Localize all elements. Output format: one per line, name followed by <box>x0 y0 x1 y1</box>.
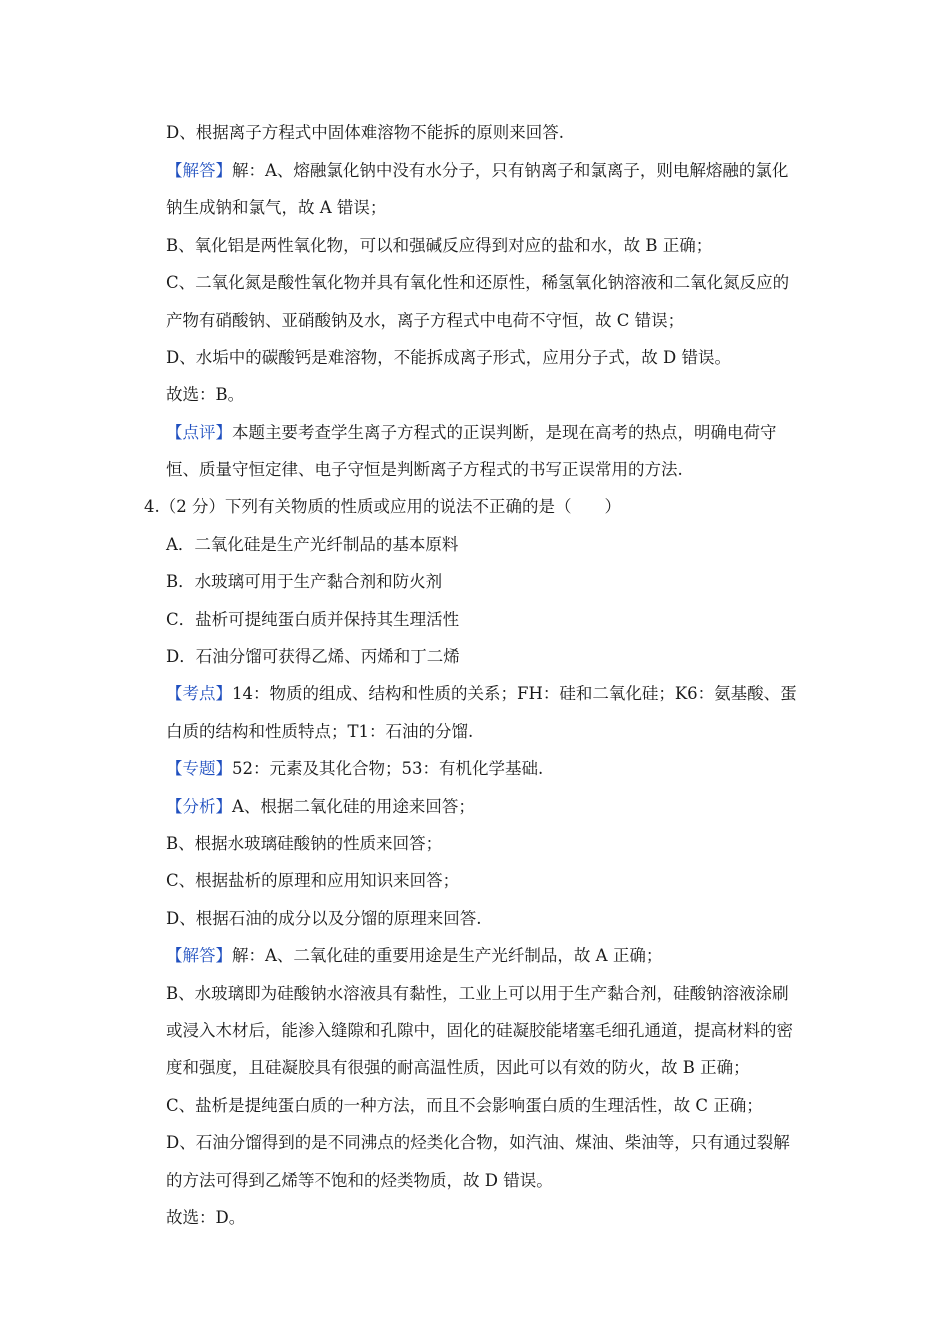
answer-d-line: D、水垢中的碳酸钙是难溶物，不能拆成离子形式，应用分子式，故 D 错误。 <box>166 348 731 367</box>
comment-line <box>166 422 777 444</box>
fenxi-c-line: C、根据盐析的原理和应用知识来回答； <box>166 871 460 890</box>
fenxi-line <box>166 796 475 818</box>
fenxi-d-line: D、根据石油的成分以及分馏的原理来回答. <box>166 909 482 928</box>
option-d: D．石油分馏可获得乙烯、丙烯和丁二烯 <box>166 647 460 666</box>
zhuanti-text: 52：元素及其化合物；53：有机化学基础. <box>232 759 544 778</box>
kaodian-line <box>166 683 797 705</box>
comment-text: 本题主要考查学生离子方程式的正误判断，是现在高考的热点，明确电荷守 <box>232 423 777 442</box>
comment-tag: 【点评】 <box>166 423 232 442</box>
fenxi-b-line: B、根据水玻璃硅酸钠的性质来回答； <box>166 834 443 853</box>
answer-line <box>166 160 788 182</box>
answer-b-line: B、氧化铝是两性氧化物，可以和强碱反应得到对应的盐和水，故 B 正确； <box>166 236 713 255</box>
option-c: C．盐析可提纯蛋白质并保持其生理活性 <box>166 610 460 629</box>
answer-choice: 故选：B。 <box>166 385 245 404</box>
jieda-d-line-2: 的方法可得到乙烯等不饱和的烃类物质，故 D 错误。 <box>166 1171 553 1190</box>
analysis-d-line: D、根据离子方程式中固体难溶物不能拆的原则来回答. <box>166 123 564 142</box>
kaodian-tag: 【考点】 <box>166 684 232 703</box>
answer-c-line-1: C、二氧化氮是酸性氧化物并具有氧化性和还原性，稀氢氧化钠溶液和二氧化氮反应的 <box>166 273 790 292</box>
jieda-b-line-2: 或浸入木材后，能渗入缝隙和孔隙中，固化的硅凝胶能堵塞毛细孔通道，提高材料的密 <box>166 1021 793 1040</box>
jieda-b-line-3: 度和强度，且硅凝胶具有很强的耐高温性质，因此可以有效的防火，故 B 正确； <box>166 1058 750 1077</box>
fenxi-tag: 【分析】 <box>166 797 232 816</box>
zhuanti-tag: 【专题】 <box>166 759 232 778</box>
fenxi-text-a: A、根据二氧化硅的用途来回答； <box>232 797 475 816</box>
answer-tag: 【解答】 <box>166 161 232 180</box>
comment-line-2: 恒、质量守恒定律、电子守恒是判断离子方程式的书写正误常用的方法. <box>166 460 683 479</box>
kaodian-line-2: 白质的结构和性质特点；T1：石油的分馏. <box>166 722 474 741</box>
jieda-line <box>166 945 662 967</box>
option-a: A．二氧化硅是生产光纤制品的基本原料 <box>166 535 459 554</box>
jieda-text-a: 解：A、二氧化硅的重要用途是生产光纤制品，故 A 正确； <box>232 946 663 965</box>
question-4-stem: 4.（2 分）下列有关物质的性质或应用的说法不正确的是（ ） <box>144 497 621 516</box>
jieda-d-line-1: D、石油分馏得到的是不同沸点的烃类化合物，如汽油、煤油、柴油等，只有通过裂解 <box>166 1133 790 1152</box>
answer-c-line-2: 产物有硝酸钠、亚硝酸钠及水，离子方程式中电荷不守恒，故 C 错误； <box>166 311 685 330</box>
jieda-tag: 【解答】 <box>166 946 232 965</box>
jieda-b-line-1: B、水玻璃即为硅酸钠水溶液具有黏性，工业上可以用于生产黏合剂，硅酸钠溶液涂刷 <box>166 984 789 1003</box>
jieda-c-line: C、盐析是提纯蛋白质的一种方法，而且不会影响蛋白质的生理活性，故 C 正确； <box>166 1096 763 1115</box>
answer-text: 解：A、熔融氯化钠中没有水分子，只有钠离子和氯离子，则电解熔融的氯化 <box>232 161 789 180</box>
zhuanti-line <box>166 758 543 780</box>
option-b: B．水玻璃可用于生产黏合剂和防火剂 <box>166 572 443 591</box>
kaodian-text: 14：物质的组成、结构和性质的关系；FH：硅和二氧化硅；K6：氨基酸、蛋 <box>232 684 797 703</box>
answer-line-2: 钠生成钠和氯气，故 A 错误； <box>166 198 387 217</box>
jieda-choice: 故选：D。 <box>166 1208 246 1227</box>
